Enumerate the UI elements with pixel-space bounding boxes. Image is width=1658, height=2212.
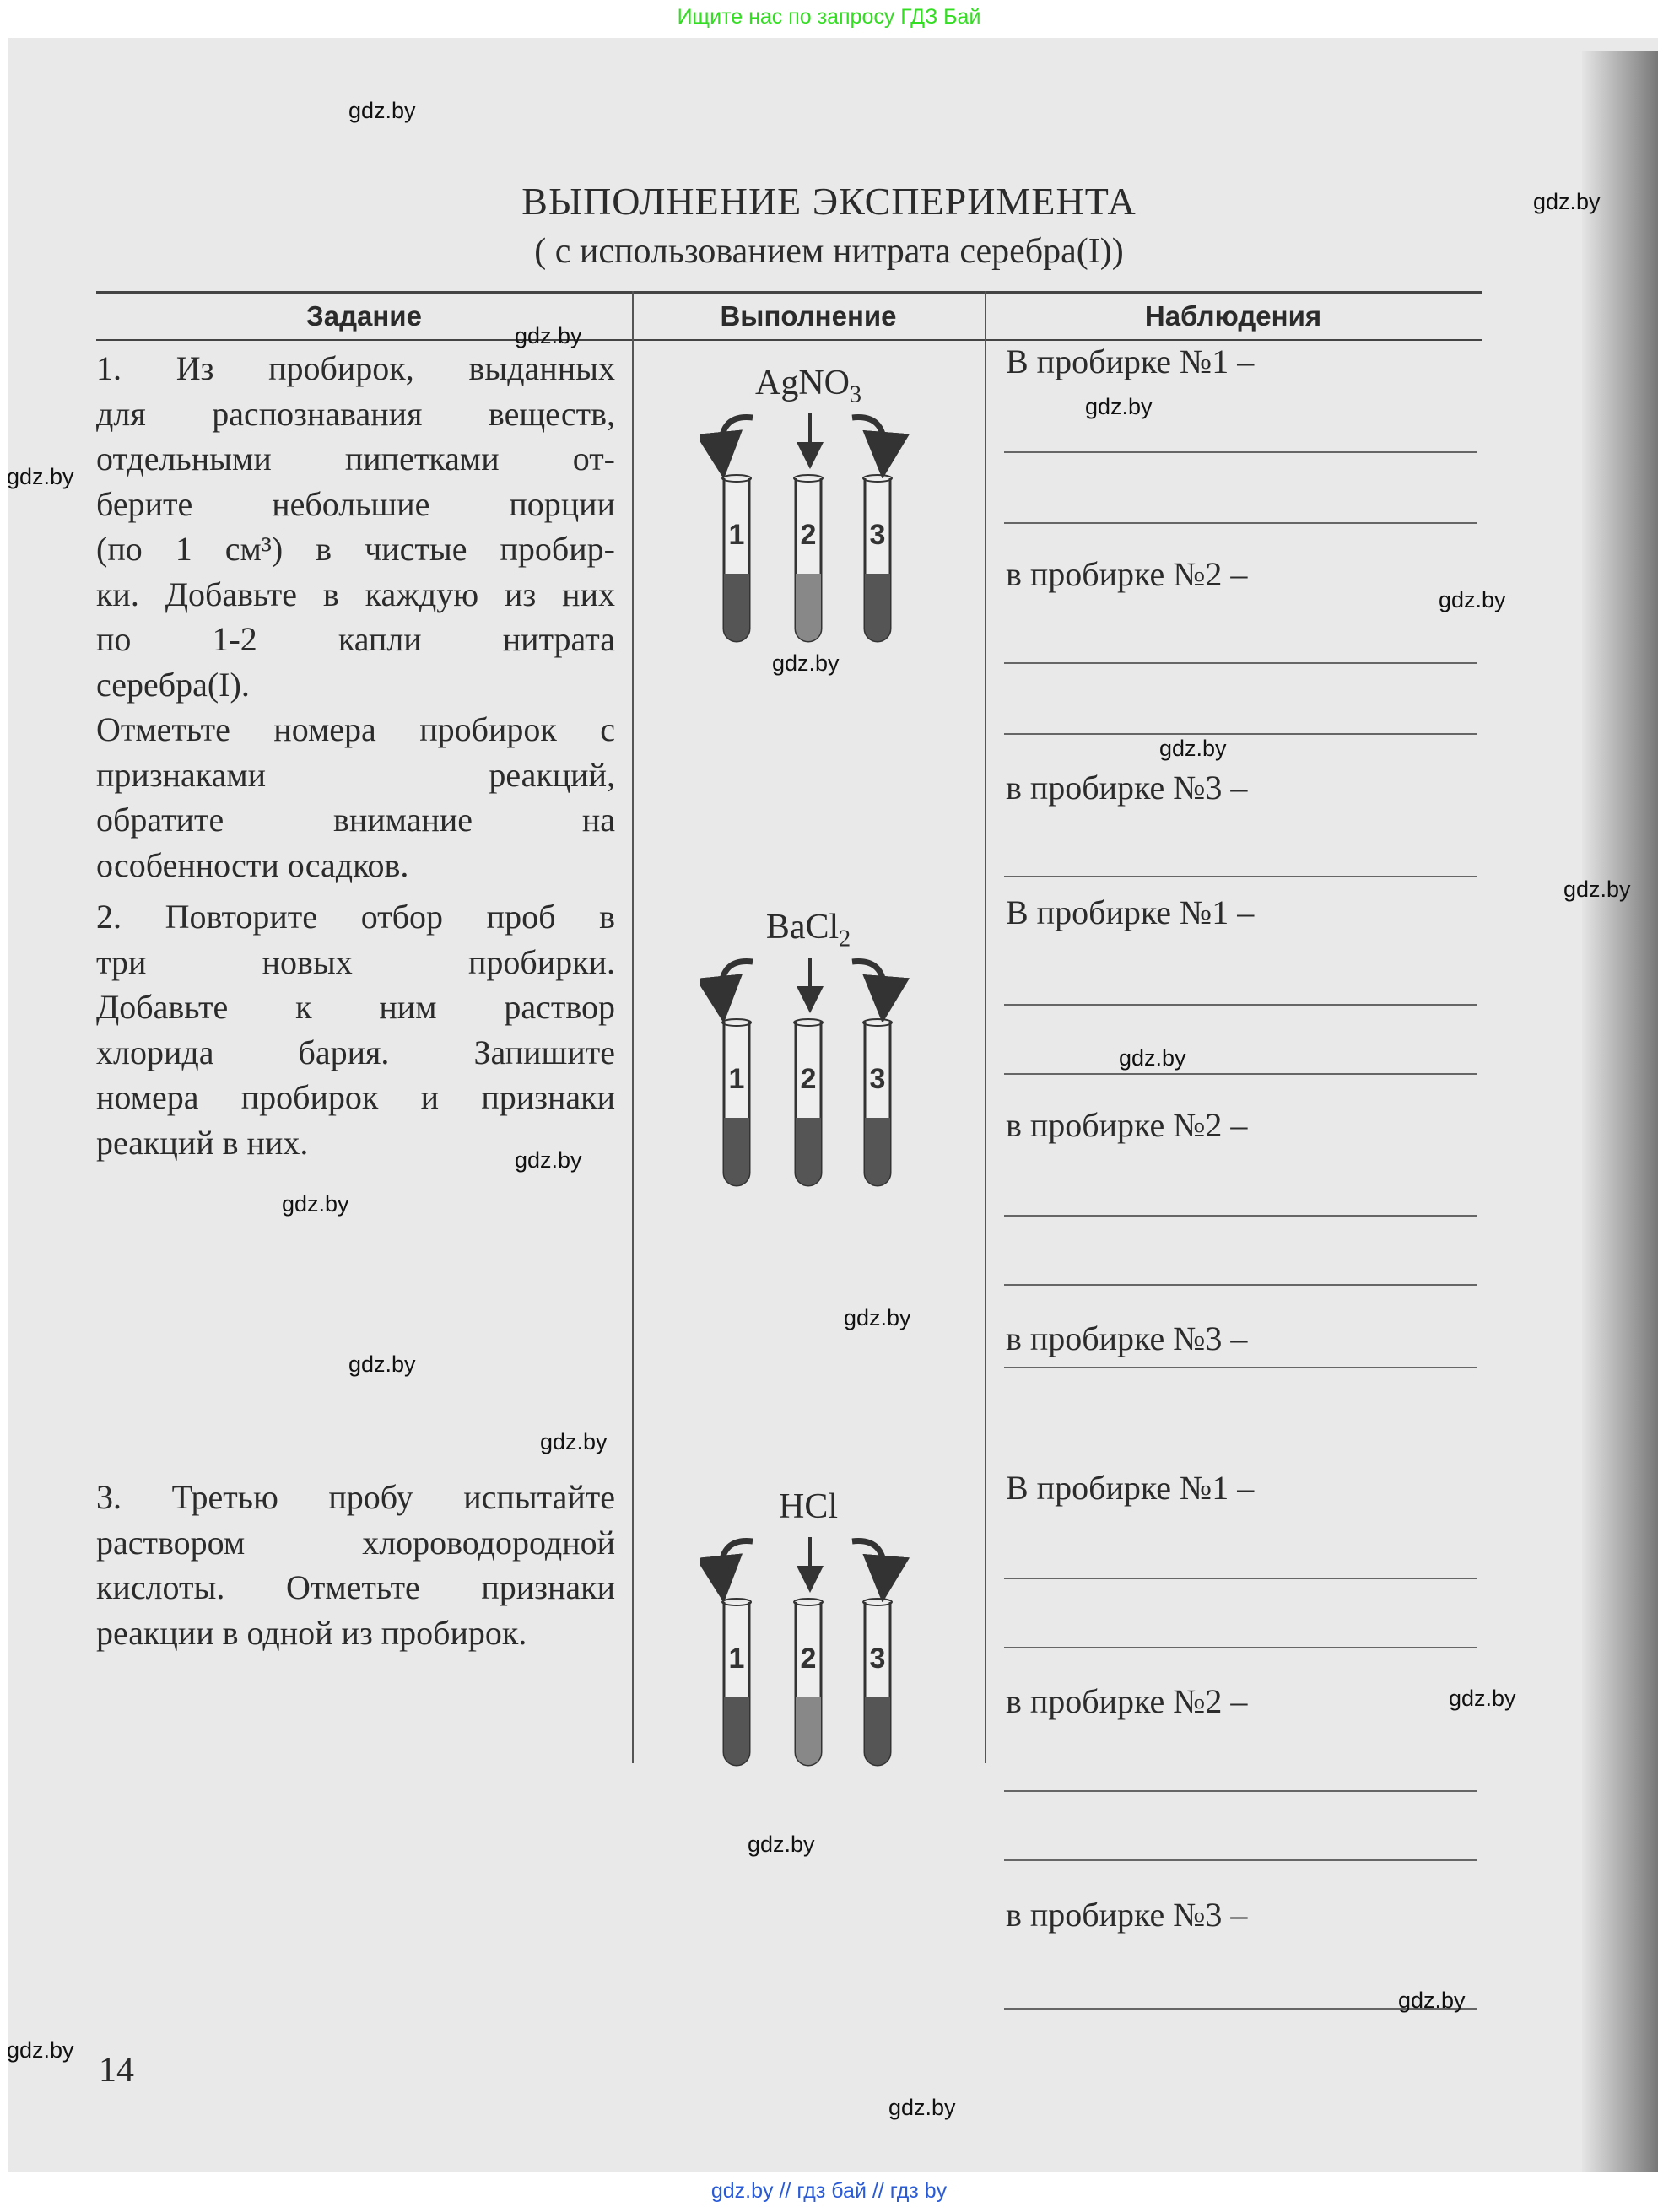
watermark: gdz.by bbox=[348, 1351, 416, 1377]
task-line: особенности осадков. bbox=[96, 845, 409, 884]
task-line: по 1-2 капли нитрата bbox=[96, 620, 615, 658]
arrow-icon bbox=[852, 1541, 884, 1579]
test-tubes-diagram bbox=[700, 953, 920, 1198]
answer-line[interactable] bbox=[1004, 662, 1477, 664]
task-line: три новых пробирки. bbox=[96, 942, 615, 981]
watermark: gdz.by bbox=[1563, 877, 1631, 902]
tube-number: 2 bbox=[800, 1063, 817, 1095]
watermark: gdz.by bbox=[540, 1429, 608, 1454]
watermark: gdz.by bbox=[1119, 1045, 1186, 1071]
answer-line[interactable] bbox=[1004, 1647, 1477, 1648]
test-tube bbox=[794, 1019, 823, 1185]
observation-label: в пробирке №3 – bbox=[1006, 1319, 1248, 1357]
promo-banner: Ищите нас по запросу ГДЗ Бай bbox=[0, 0, 1658, 38]
watermark: gdz.by bbox=[1159, 736, 1227, 761]
task-line: Добавьте к ним раствор bbox=[96, 988, 615, 1026]
test-tube bbox=[863, 475, 892, 641]
test-tube bbox=[794, 1599, 823, 1765]
task-line: Отметьте номера пробирок с bbox=[96, 710, 615, 748]
task-line: берите небольшие порции bbox=[96, 484, 615, 523]
test-tube bbox=[722, 1019, 751, 1185]
tube-number: 1 bbox=[728, 1063, 745, 1095]
watermark: gdz.by bbox=[515, 323, 582, 348]
observation-label: в пробирке №3 – bbox=[1006, 1896, 1248, 1934]
task-line: 3. Третью пробу испытайте bbox=[96, 1478, 615, 1516]
task-line: кислоты. Отметьте признаки bbox=[96, 1568, 615, 1606]
task-line: 2. Повторите отбор проб в bbox=[96, 898, 615, 936]
tube-number: 3 bbox=[869, 1063, 886, 1095]
task-line: отдельными пипетками от- bbox=[96, 440, 615, 477]
watermark: gdz.by bbox=[1085, 394, 1153, 419]
observation-label: в пробирке №2 – bbox=[1006, 1106, 1248, 1144]
test-tube bbox=[722, 1599, 751, 1765]
task-line: для распознавания веществ, bbox=[96, 394, 615, 433]
page-subtitle: ( с использованием нитрата серебра(I)) bbox=[534, 232, 1124, 271]
observation-label: в пробирке №2 – bbox=[1006, 555, 1248, 593]
test-tube bbox=[863, 1599, 892, 1765]
task-line: номера пробирок и признаки bbox=[96, 1078, 615, 1116]
page-number: 14 bbox=[99, 2051, 134, 2090]
watermark: gdz.by bbox=[748, 1832, 815, 1857]
page-binding-shadow bbox=[1582, 51, 1658, 2177]
watermark: gdz.by bbox=[282, 1191, 349, 1217]
header-execution: Выполнение bbox=[720, 300, 897, 332]
test-tube bbox=[863, 1019, 892, 1185]
tube-number: 1 bbox=[728, 519, 745, 551]
watermark: gdz.by bbox=[7, 2037, 74, 2063]
answer-line[interactable] bbox=[1004, 1073, 1477, 1075]
task-line: серебра(I). bbox=[96, 665, 250, 704]
observation-label: В пробирке №1 – bbox=[1006, 893, 1255, 931]
task-line: реакции в одной из пробирок. bbox=[96, 1613, 527, 1652]
watermark: gdz.by bbox=[1449, 1686, 1516, 1711]
watermark: gdz.by bbox=[888, 2095, 956, 2120]
table-top-rule bbox=[96, 291, 1482, 294]
task-line: 1. Из пробирок, выданных bbox=[96, 349, 615, 387]
task-line: признаками реакций, bbox=[96, 755, 615, 794]
answer-line[interactable] bbox=[1004, 1367, 1477, 1368]
arrow-icon bbox=[721, 418, 753, 456]
test-tube bbox=[722, 475, 751, 641]
test-tubes-diagram bbox=[700, 409, 920, 654]
test-tube bbox=[794, 475, 823, 641]
task-line: ки. Добавьте в каждую из них bbox=[96, 575, 615, 613]
watermark: gdz.by bbox=[772, 650, 840, 676]
answer-line[interactable] bbox=[1004, 1284, 1477, 1286]
watermark: gdz.by bbox=[7, 464, 74, 489]
answer-line[interactable] bbox=[1004, 522, 1477, 524]
task-line: реакций в них. bbox=[96, 1123, 309, 1162]
observation-label: в пробирке №2 – bbox=[1006, 1682, 1248, 1720]
watermark: gdz.by bbox=[844, 1305, 911, 1330]
task-line: (по 1 см³) в чистые пробир- bbox=[96, 530, 615, 568]
watermark: gdz.by bbox=[348, 98, 416, 123]
watermark: gdz.by bbox=[515, 1147, 582, 1173]
tube-number: 3 bbox=[869, 1643, 886, 1675]
arrow-icon bbox=[721, 1541, 753, 1579]
header-observations: Наблюдения bbox=[1144, 300, 1322, 332]
watermark: gdz.by bbox=[1533, 189, 1601, 214]
page-title: ВЫПОЛНЕНИЕ ЭКСПЕРИМЕНТА bbox=[521, 180, 1137, 223]
answer-line[interactable] bbox=[1004, 1578, 1477, 1579]
observation-label: В пробирке №1 – bbox=[1006, 343, 1255, 380]
task-line: раствором хлороводородной bbox=[96, 1523, 615, 1562]
header-task: Задание bbox=[306, 300, 422, 332]
column-divider bbox=[985, 291, 986, 1763]
test-tubes-diagram bbox=[700, 1533, 920, 1778]
watermark: gdz.by bbox=[1398, 1988, 1466, 2013]
task-text bbox=[96, 346, 615, 887]
arrow-icon bbox=[721, 962, 753, 1000]
answer-line[interactable] bbox=[1004, 451, 1477, 453]
footer-links[interactable]: gdz.by // гдз бай // гдз by bbox=[0, 2172, 1658, 2212]
answer-line[interactable] bbox=[1004, 1790, 1477, 1792]
observation-label: в пробирке №3 – bbox=[1006, 769, 1248, 807]
tube-number: 2 bbox=[800, 519, 817, 551]
task-line: обратите внимание на bbox=[96, 801, 615, 839]
task-text bbox=[96, 894, 615, 1165]
answer-line[interactable] bbox=[1004, 876, 1477, 877]
column-divider bbox=[632, 291, 634, 1763]
observation-label: В пробирке №1 – bbox=[1006, 1469, 1255, 1507]
answer-line[interactable] bbox=[1004, 1004, 1477, 1006]
table-header-rule bbox=[96, 339, 1482, 341]
watermark: gdz.by bbox=[1439, 587, 1506, 612]
task-text bbox=[96, 1475, 615, 1655]
answer-line[interactable] bbox=[1004, 1859, 1477, 1861]
answer-line[interactable] bbox=[1004, 1215, 1477, 1217]
arrow-icon bbox=[852, 962, 884, 1000]
task-line: хлорида бария. Запишите bbox=[96, 1033, 615, 1071]
tube-number: 3 bbox=[869, 519, 886, 551]
tube-number: 1 bbox=[728, 1643, 745, 1675]
arrow-icon bbox=[852, 418, 884, 456]
answer-line[interactable] bbox=[1004, 733, 1477, 735]
tube-number: 2 bbox=[800, 1643, 817, 1675]
